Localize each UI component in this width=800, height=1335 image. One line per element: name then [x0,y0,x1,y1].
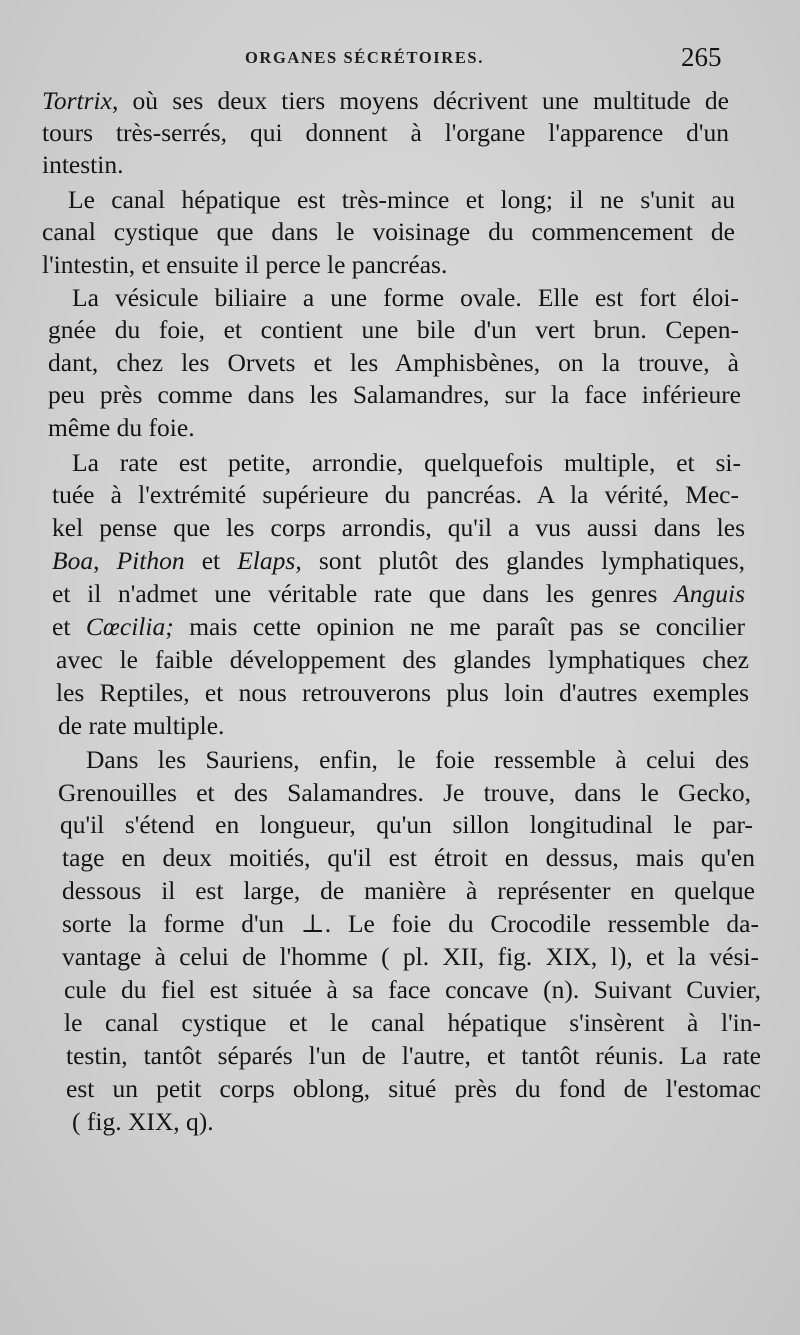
text-line [42,84,729,117]
text-line [58,709,225,742]
text-line [48,346,739,379]
text-line [48,411,195,444]
text-run: kel pense que les corps arrondis, qu'il a vus aussi dans les [52,513,745,542]
text-run: dant, chez les Orvets et les Amphisbènes, on la trouve, à [48,348,739,377]
running-head-title: ORGANES SÉCRÉTOIRES. [245,48,484,67]
text-line [86,743,749,776]
text-run: le canal cystique et le canal hépatique s'insèrent à l'in- [64,1008,761,1037]
italic-taxon: Tortrix [42,86,112,115]
text-line [72,281,739,314]
text-run: peu près comme dans les Salamandres, sur la face inférieure [48,380,741,409]
text-line [72,446,741,479]
text-run: l'intestin, et ensuite il perce le pancréas. [42,250,448,279]
text-line [42,116,729,149]
text-line [48,313,739,346]
page-number: 265 [681,42,722,72]
text-run: cule du fiel est située à sa face concave (n). Suivant Cuvier, [64,975,761,1004]
text-line [72,1105,214,1138]
text-line [62,940,759,973]
text-run: tage en deux moitiés, qu'il est étroit en dessus, mais qu'en [62,843,755,872]
text-run: , où ses deux tiers moyens décrivent une multitude de [111,86,729,115]
text-run: , [93,546,117,575]
italic-taxon: Elaps, [237,546,302,575]
text-run: sorte la forme d'un ⊥. Le foie du Crocodile ressemble da- [62,909,759,938]
text-line [68,183,735,216]
text-run: dessous il est large, de manière à représenter en quelque [62,876,755,905]
text-line [52,511,745,544]
text-run: avec le faible développement des glandes lymphatiques chez [56,645,749,674]
text-line [52,544,745,577]
running-head [0,44,800,80]
text-line [66,1039,761,1072]
text-run: La rate est petite, arrondie, quelquefois multiple, et si- [72,448,741,477]
text-run: mais cette opinion ne me paraît pas se concilier [173,612,745,641]
text-run: testin, tantôt séparés l'un de l'autre, et tantôt réunis. La rate [66,1041,761,1070]
text-line [62,907,759,940]
text-run: et [52,612,86,641]
text-run: Grenouilles et des Salamandres. Je trouve, dans le Gecko, [58,778,751,807]
text-line [66,1072,761,1105]
text-line [56,676,749,709]
text-line [42,248,470,281]
text-line [62,874,755,907]
text-run: ( fig. XIX, q). [72,1107,214,1136]
text-line [52,577,745,610]
text-run: Le canal hépatique est très-mince et long; il ne s'unit au [68,185,735,214]
text-run: de rate multiple. [58,711,225,740]
text-run: La vésicule biliaire a une forme ovale. Elle est fort éloi- [72,283,739,312]
text-run: intestin. [42,150,124,179]
text-line [60,808,753,841]
text-run: tuée à l'extrémité supérieure du pancréas. A la vérité, Mec- [52,480,739,509]
italic-taxon: Cœcilia; [85,612,174,641]
text-run: même du foie. [48,413,195,442]
text-line [52,610,745,643]
text-run: vantage à celui de l'homme ( pl. XII, fig. XIX, l), et la vési- [62,942,759,971]
text-line [42,148,124,181]
text-run: est un petit corps oblong, situé près du fond de l'estomac [66,1074,761,1103]
text-line [48,378,741,411]
text-line [52,478,739,511]
italic-taxon: Anguis [674,579,745,608]
text-line [64,1006,761,1039]
text-line [64,973,761,1006]
text-run: les Reptiles, et nous retrouverons plus loin d'autres exemples [56,678,749,707]
text-run: et il n'admet une véritable rate que dans les genres [52,579,675,608]
text-run: Dans les Sauriens, enfin, le foie ressemble à celui des [86,745,749,774]
text-line [58,776,751,809]
text-line [42,215,735,248]
text-line [56,643,749,676]
italic-taxon: Boa [52,546,94,575]
text-run: tours très-serrés, qui donnent à l'organe l'apparence d'un [42,118,729,147]
text-line [62,841,755,874]
text-run: qu'il s'étend en longueur, qu'un sillon longitudinal le par- [60,810,753,839]
text-run: canal cystique que dans le voisinage du commencement de [42,217,735,246]
italic-taxon: Pithon [116,546,185,575]
text-run: et [184,546,238,575]
text-run: gnée du foie, et contient une bile d'un vert brun. Cepen- [48,315,739,344]
text-run: sont plutôt des glandes lymphatiques, [301,546,745,575]
